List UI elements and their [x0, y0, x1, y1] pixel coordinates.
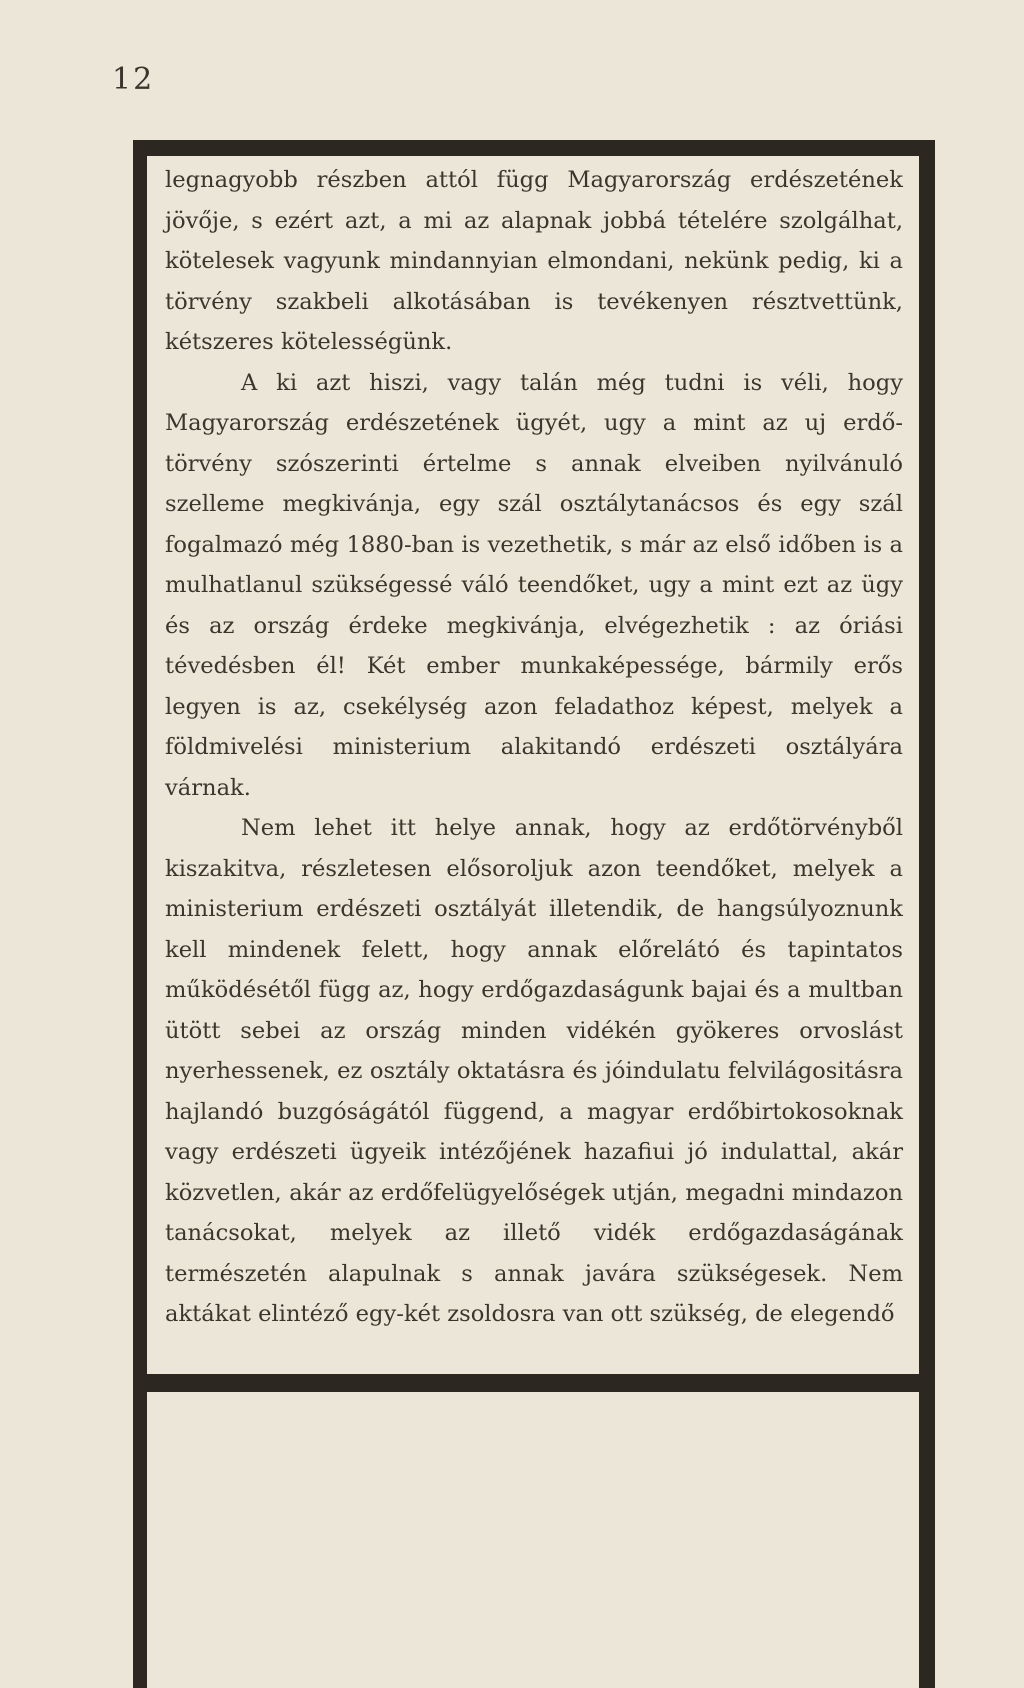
- page-border-left: [133, 140, 147, 1392]
- paragraph-3: Nem lehet itt helye annak, hogy az erdőtörvényből kiszakitva, részletesen elősoroljuk azon teendőket, melyek a ministerium erdészeti osztályát illetendik, de hangsúlyoznunk kell mindenek felett, hogy annak előrelátó és tapintatos működésétől függ az, hogy erdőgazdaságunk bajai és a multban ütött sebei az ország minden vidékén gyökeres orvoslást nyerhessenek, ez osztály oktatásra és jóindulatu felvilágositásra hajlandó buzgóságától függend, a magyar erdőbirtokosoknak vagy erdészeti ügyeik intézőjének hazafiui jó indulattal, akár közvetlen, akár az erdőfelügyelőségek utján, megadni mindazon tanácsokat, melyek az illető vidék erdőgazdaságának természetén alapulnak s annak javára szükségesek. Nem aktákat elintéző egy-két zsoldosra van ott szükség, de elegendő: [165, 815, 903, 1327]
- paragraph-1: legnagyobb részben attól függ Magyarország erdészetének jövője, s ezért azt, a mi az alapnak jobbá tételére szolgálhat, kötelesek vagyunk mindannyian elmondani, nekünk pedig, ki a törvény szakbeli alkotásában is tevékenyen résztvettünk, kétszeres kötelességünk.: [165, 167, 903, 355]
- page-number: 12: [112, 62, 155, 97]
- paragraph-2: A ki azt hiszi, vagy talán még tudni is véli, hogy Magyarország erdészetének ügyét, ugy a mint az uj erdőtörvény szószerinti értelme s annak elveiben nyilvánuló szelleme megkivánja, egy szál osztálytanácsos és egy szál fogalmazó még 1880-ban is vezethetik, s már az első időben is a mulhatlanul szükségessé váló teendőket, ugy a mint ezt az ügy és az ország érdeke megkivánja, elvégezhetik : az óriási tévedésben él! Két ember munkaképessége, bármily erős legyen is az, csekélység azon feladathoz képest, melyek a földmivelési ministerium alakitandó erdészeti osztályára várnak.: [165, 369, 903, 801]
- page-border-bottom: [133, 1374, 935, 1392]
- page-border-right: [919, 140, 935, 1392]
- body-text: [165, 160, 903, 1335]
